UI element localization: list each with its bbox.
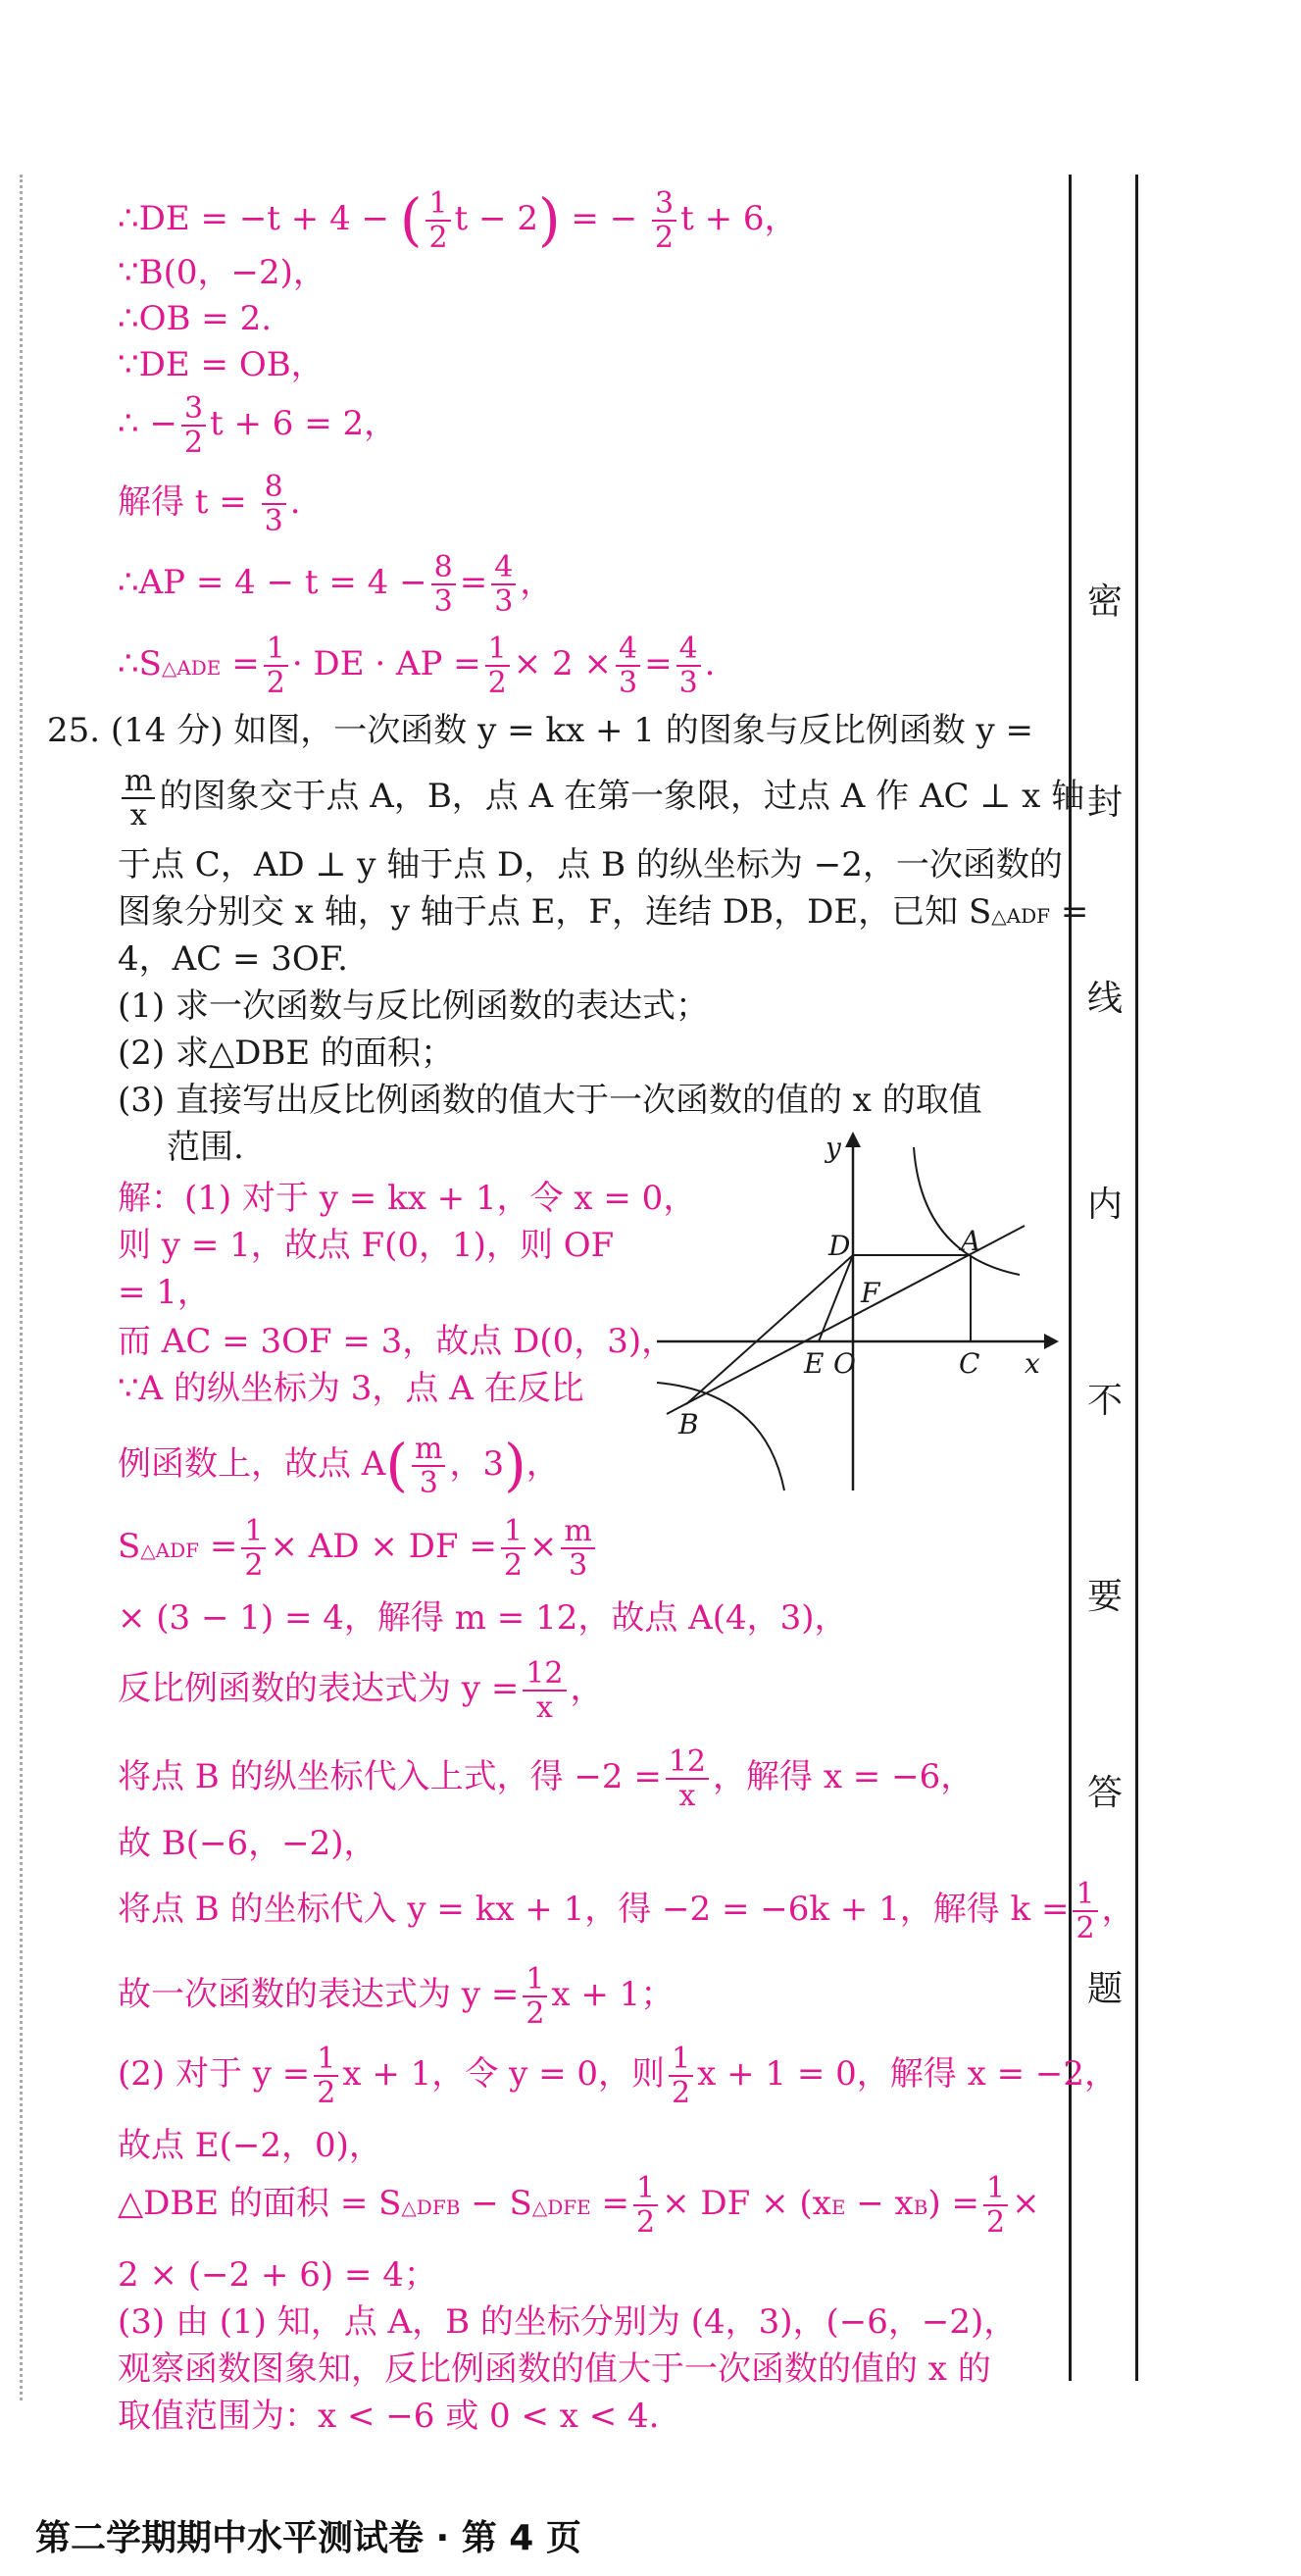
- binding-line: [1135, 175, 1138, 2381]
- answer-line: 将点 B 的纵坐标代入上式，得 −2 = $\frac{12}{x}$ ，解得 x = −6，: [118, 1744, 975, 1813]
- answer-line: 观察函数图象知，反比例函数的值大于一次函数的值的 x 的: [118, 2349, 991, 2389]
- answer-line: 取值范围为：x < −6 或 0 < x < 4.: [118, 2397, 660, 2436]
- answer-line: 故 B(−6，−2)，: [118, 1824, 377, 1863]
- solution-line: ∵DE = OB，: [118, 345, 325, 384]
- question-line: 范围.: [167, 1128, 244, 1167]
- binding-char: 不: [1086, 1381, 1123, 1421]
- question-line: 图象分别交 x 轴，y 轴于点 E，F，连结 DB，DE，已知 S△ADF =: [118, 892, 1089, 932]
- answer-line: 反比例函数的表达式为 y = $\frac{12}{x}$ ，: [118, 1656, 604, 1725]
- solution-line: ∴DE = −t + 4 − ( $\frac{1}{2}$ t − 2) = − $\frac{3}{2}$ t + 6，: [118, 185, 798, 255]
- label-E: E: [804, 1347, 825, 1380]
- answer-line: 故点 E(−2，0)，: [118, 2126, 382, 2165]
- question-line: (1) 求一次函数与反比例函数的表达式；: [118, 986, 709, 1026]
- question-line: 4，AC = 3OF.: [118, 939, 348, 979]
- answer-line: = 1，: [118, 1273, 211, 1312]
- answer-line: S△ADF = $\frac{1}{2}$ × AD × DF = $\frac{1}{2}$ × $\frac{m}{3}$: [118, 1515, 599, 1582]
- answer-line: (3) 由 (1) 知，点 A，B 的坐标分别为 (4，3)，(−6，−2)，: [118, 2302, 1018, 2342]
- solution-line: ∴S△ADE = $\frac{1}{2}$ · DE · AP = $\frac{1}{2}$ × 2 × $\frac{4}{3}$ = $\frac{4}{3}$ .: [118, 631, 716, 700]
- label-x: x: [1025, 1347, 1040, 1380]
- solution-line: 解得 t = $\frac{8}{3}$ .: [118, 470, 301, 538]
- hyperbola-branch-lower: [657, 1383, 784, 1490]
- binding-char: 内: [1086, 1185, 1123, 1225]
- solution-line: ∴AP = 4 − t = 4 − $\frac{8}{3}$ = $\frac{4}{3}$ ，: [118, 550, 554, 619]
- answer-line: 2 × (−2 + 6) = 4；: [118, 2255, 437, 2295]
- answer-line: 则 y = 1，故点 F(0，1)，则 OF: [118, 1226, 615, 1265]
- label-O: O: [833, 1347, 856, 1380]
- x-axis-arrow-icon: [1044, 1334, 1059, 1349]
- binding-char: 题: [1086, 1969, 1123, 2009]
- question-line: 25. (14 分) 如图，一次函数 y = kx + 1 的图象与反比例函数 y =: [47, 711, 1034, 750]
- left-dotted-border: [20, 175, 23, 2400]
- answer-line: ∵A 的纵坐标为 3，点 A 在反比: [118, 1369, 584, 1408]
- question-line: 于点 C，AD ⊥ y 轴于点 D，点 B 的纵坐标为 −2，一次函数的: [118, 845, 1063, 884]
- answer-line: (2) 对于 y = $\frac{1}{2}$ x + 1，令 y = 0，则 $\frac{1}{2}$ x + 1 = 0，解得 x = −2，: [118, 2042, 1118, 2110]
- label-D: D: [828, 1230, 851, 1262]
- binding-char: 线: [1086, 979, 1123, 1019]
- binding-char: 答: [1086, 1773, 1123, 1813]
- question-line: (2) 求△DBE 的面积；: [118, 1034, 454, 1073]
- y-axis-arrow-icon: [845, 1132, 861, 1147]
- answer-line: 故一次函数的表达式为 y = $\frac{1}{2}$ x + 1；: [118, 1962, 675, 2031]
- answer-line: × (3 − 1) = 4，解得 m = 12，故点 A(4，3)，: [118, 1598, 848, 1638]
- binding-char: 要: [1086, 1577, 1123, 1617]
- binding-char: 密: [1086, 581, 1123, 622]
- label-C: C: [959, 1347, 980, 1380]
- label-B: B: [678, 1408, 699, 1440]
- answer-line: 解：(1) 对于 y = kx + 1，令 x = 0，: [118, 1179, 697, 1218]
- solution-line: ∴OB = 2.: [118, 299, 273, 338]
- question-line: $\frac{m}{x}$ 的图象交于点 A，B，点 A 在第一象限，过点 A 作 AC ⊥ x 轴: [118, 765, 1084, 832]
- segment-DE: [819, 1255, 853, 1341]
- label-y: y: [826, 1132, 841, 1164]
- answer-line: 例函数上，故点 A( $\frac{m}{3}$ ，3)，: [118, 1431, 560, 1500]
- binding-char: 封: [1086, 783, 1123, 823]
- question-line: (3) 直接写出反比例函数的值大于一次函数的值的 x 的取值: [118, 1081, 982, 1120]
- label-F: F: [861, 1277, 880, 1309]
- answer-line: 将点 B 的坐标代入 y = kx + 1，得 −2 = −6k + 1，解得 k = $\frac{1}{2}$ ，: [118, 1877, 1135, 1945]
- page-footer: 第二学期期中水平测试卷 · 第 4 页: [35, 2518, 581, 2558]
- solution-line: ∵B(0，−2)，: [118, 253, 326, 292]
- answer-line: 而 AC = 3OF = 3，故点 D(0，3)，: [118, 1322, 676, 1361]
- answer-line: △DBE 的面积 = S△DFB − S△DFE = $\frac{1}{2}$ × DF × (xE − xB) = $\frac{1}{2}$ ×: [118, 2171, 1040, 2240]
- solution-line: ∴ − $\frac{3}{2}$ t + 6 = 2，: [118, 391, 398, 460]
- function-graph: [647, 1128, 1059, 1500]
- label-A: A: [961, 1225, 981, 1257]
